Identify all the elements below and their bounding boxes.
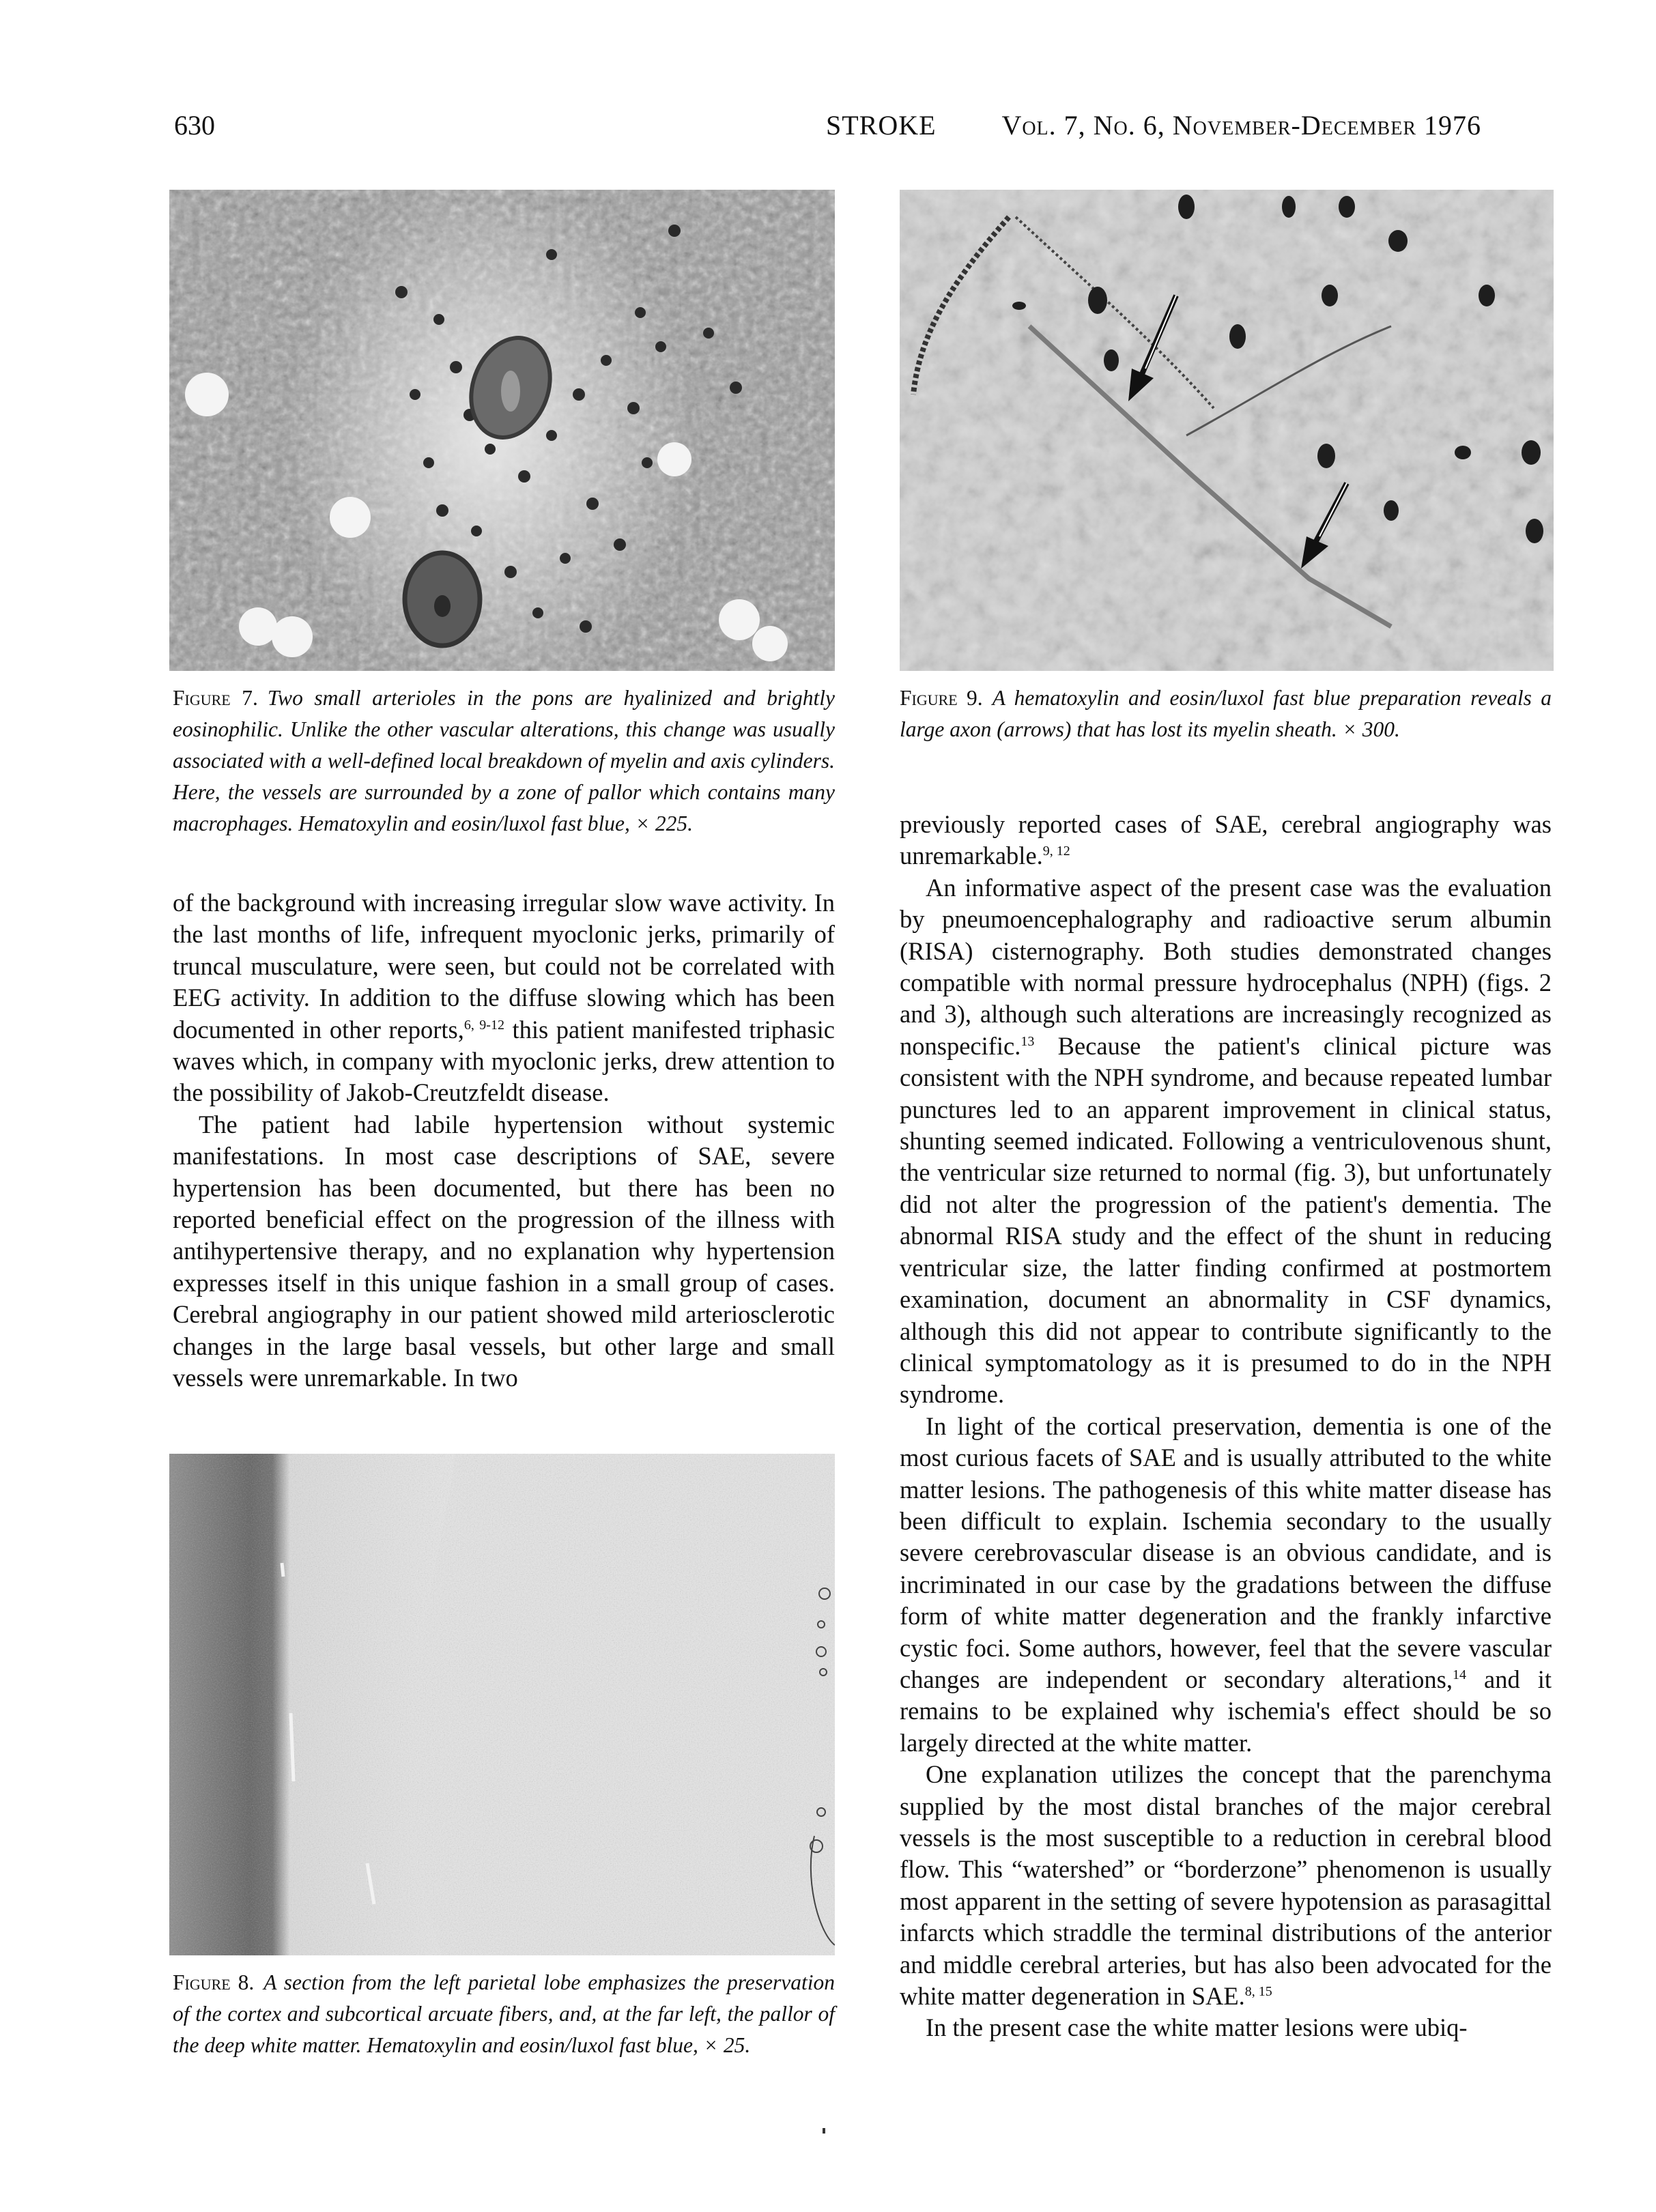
figure-9-image bbox=[900, 190, 1554, 671]
page-number: 630 bbox=[174, 110, 215, 141]
figure-7-image bbox=[169, 190, 835, 671]
figure-9-micrograph bbox=[900, 190, 1554, 671]
left-column bbox=[173, 887, 835, 1394]
running-header bbox=[174, 109, 1481, 143]
paragraph: In light of the cortical preservation, dementia is one of the most curious facets of SAE and is usually attributed to the white matter lesions. The pathogenesis of this white matter disease has been difficult to explain. Ischemia secondary to the usually severe cerebrovascular disease is an obvious candidate, and is incriminated in our case by the gradations between the diffuse form of white matter degeneration and the frankly infarctive cystic foci. Some authors, however, feel that the severe vascular changes are independent or secondary alterations,$^{14}$ and it remains to be explained why ischemia's effect should be so largely directed at the white matter. bbox=[900, 1411, 1552, 1757]
figure-8-micrograph bbox=[169, 1454, 835, 1955]
figure-8-label: Figure 8. bbox=[173, 1970, 255, 1994]
citation-ref: 14 bbox=[1453, 1667, 1467, 1682]
figure-9-caption-text: A hematoxylin and eosin/luxol fast blue preparation reveals a large axon (arrows) that has lost its myelin sheath. × 300. bbox=[900, 686, 1552, 741]
figure-8-caption-text: A section from the left parietal lobe emphasizes the preservation of the cortex and subcortical arcuate fibers, and, at the far left, the pallor of the deep white matter. Hematoxylin and eosin/luxol fast blue, × 25. bbox=[173, 1970, 835, 2057]
figure-7-micrograph bbox=[169, 190, 835, 671]
paragraph: An informative aspect of the present case was the evaluation by pneumoencephalography and radioactive serum albumin (RISA) cisternography. Both studies demonstrated changes compatible with normal pressure hydrocephalus (NPH) (figs. 2 and 3), although such alterations are increasingly recognized as nonspecific.$^{13}$ Because the patient's clinical picture was consistent with the NPH syndrome, and because repeated lumbar punctures led to an apparent improvement in clinical status, shunting seemed indicated. Following a ventriculovenous shunt, the ventricular size returned to normal (fig. 3), but unfortunately did not alter the progression of the patient's dementia. The abnormal RISA study and the effect of the shunt in reducing ventricular size, the latter finding confirmed at postmortem examination, document an abnormality in CSF dynamics, although this did not appear to contribute significantly to the clinical symptomatology as it is presumed to do in the NPH syndrome. bbox=[900, 873, 1552, 1409]
paragraph: of the background with increasing irregular slow wave activity. In the last months of life, infrequent myoclonic jerks, primarily of truncal musculature, were seen, but could not be correlated with EEG activity. In addition to the diffuse slowing which has been documented in other reports,$^{6, 9-12}$ this patient manifested triphasic waves which, in company with myoclonic jerks, drew attention to the possibility of Jakob-Creutzfeldt disease. bbox=[173, 889, 835, 1107]
figure-7-caption-text: Two small arterioles in the pons are hyalinized and brightly eosinophilic. Unlike the other vascular alterations, this change was usually associated with a well-defined local breakdown of myelin and axis cylinders. Here, the vessels are surrounded by a zone of pallor which contains many macrophages. Hematoxylin and eosin/luxol fast blue, × 225. bbox=[173, 686, 835, 835]
issue-info: Vol. 7, No. 6, November-December 1976 bbox=[1001, 110, 1481, 141]
figure-9-caption bbox=[900, 683, 1552, 745]
figure-8-caption bbox=[173, 1967, 835, 2061]
paragraph: previously reported cases of SAE, cerebral angiography was unremarkable.$^{9, 12}$ bbox=[900, 810, 1552, 870]
paragraph: In the present case the white matter lesions were ubiq- bbox=[926, 2013, 1468, 2042]
citation-ref: 13 bbox=[1020, 1033, 1035, 1049]
paragraph: The patient had labile hypertension without systemic manifestations. In most case descriptions of SAE, severe hypertension has been documented, but there has been no reported beneficial effect on the progression of the illness with antihypertensive therapy, and no explanation why hypertension expresses itself in this unique fashion in a small group of cases. Cerebral angiography in our patient showed mild arteriosclerotic changes in the large basal vessels, but other large and small vessels were unremarkable. In two bbox=[173, 1110, 835, 1392]
figure-8-image bbox=[169, 1454, 835, 1955]
journal-title: STROKE bbox=[826, 110, 937, 141]
citation-ref: 6, 9-12 bbox=[463, 1017, 504, 1033]
arteriole-lower bbox=[405, 553, 480, 646]
paragraph: One explanation utilizes the concept that the parenchyma supplied by the most distal branches of the major cerebral vessels is the most susceptible to a reduction in cerebral blood flow. This “watershed” or “borderzone” phenomenon is usually most apparent in the setting of severe hypotension as parasagittal infarcts which straddle the terminal distributions of the anterior and middle cerebral arteries, but has also been advocated for the white matter degeneration in SAE.$^{8, 15}$ bbox=[900, 1760, 1552, 2011]
figure-7-caption bbox=[173, 683, 835, 839]
right-column bbox=[900, 809, 1552, 2044]
print-speck bbox=[823, 2128, 825, 2134]
citation-ref: 8, 15 bbox=[1244, 1983, 1272, 1999]
citation-ref: 9, 12 bbox=[1042, 844, 1070, 859]
figure-9-label: Figure 9. bbox=[900, 686, 983, 710]
figure-7-label: Figure 7. bbox=[173, 686, 258, 710]
